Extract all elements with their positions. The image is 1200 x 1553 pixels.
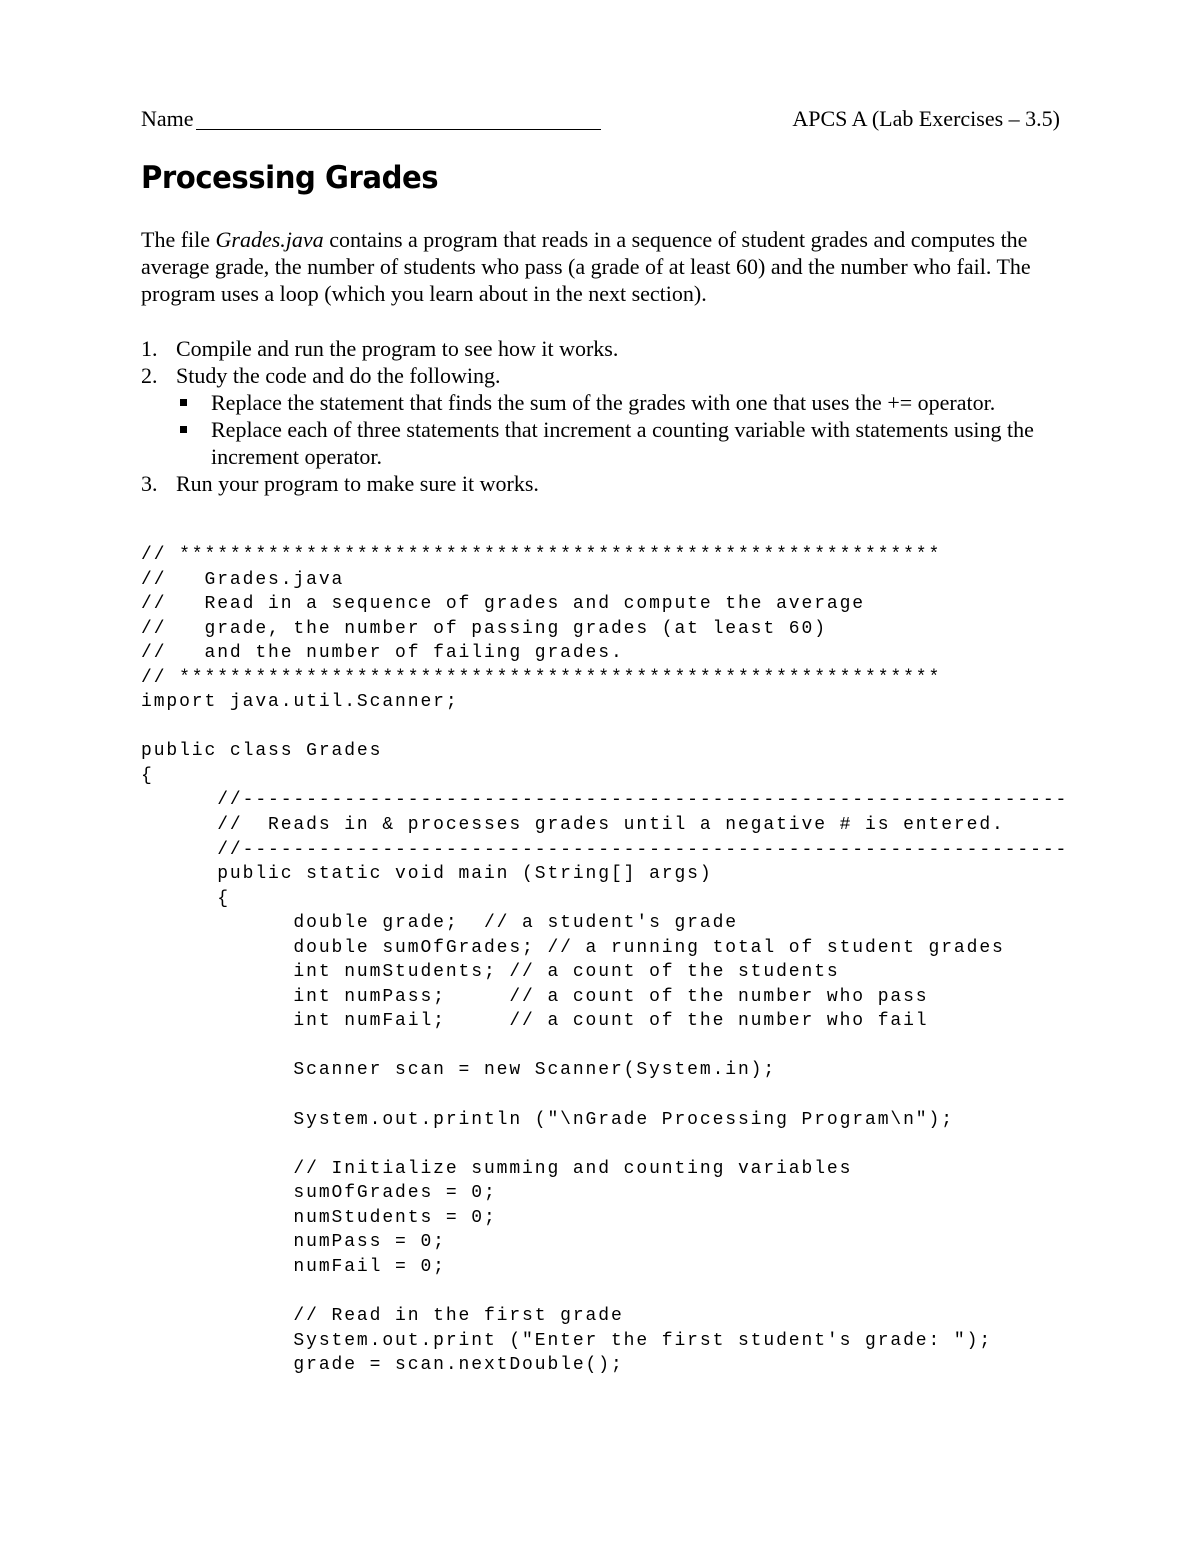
code-line: public class Grades [141,741,383,762]
step-3 [141,470,1071,497]
step-text: Run your program to make sure it works. [176,471,539,496]
step-2-bullets [176,389,1071,470]
code-line: int numPass; // a count of the number who pass [141,986,929,1007]
code-line: // Initialize summing and counting variables [141,1158,853,1179]
step-number: 1. [141,336,158,361]
intro-text-after: contains a program that reads in a sequence of student grades and computes the average grade, the number of students who pass (a grade of at least 60) and the number who fail. The program uses a loop (which you learn about in the next section). [141,227,1031,306]
code-line: double sumOfGrades; // a running total of student grades [141,937,1005,958]
step-2 [141,362,1071,470]
code-line: import java.util.Scanner; [141,692,459,713]
code-line: grade = scan.nextDouble(); [141,1355,624,1376]
intro-paragraph [141,226,1071,307]
code-line [141,1083,1068,1108]
code-line: // Read in the first grade [141,1305,624,1326]
square-bullet-icon [180,399,187,406]
step-1 [141,335,1071,362]
instruction-steps [141,335,1071,497]
code-line [141,715,1068,740]
code-line: Scanner scan = new Scanner(System.in); [141,1060,777,1081]
step-text: Study the code and do the following. [176,363,501,388]
code-line: // grade, the number of passing grades (at least 60) [141,618,827,639]
step-number: 3. [141,471,158,496]
code-line: double grade; // a student's grade [141,913,738,934]
code-line: //----------------------------------------------------------------- [141,839,1069,860]
header-row [141,106,1060,136]
code-line: // Read in a sequence of grades and compute the average [141,594,865,615]
code-line: // Reads in & processes grades until a negative # is entered. [141,815,1005,836]
page-title: Processing Grades [141,160,439,196]
code-line: //----------------------------------------------------------------- [141,790,1069,811]
code-line [141,1279,1068,1304]
bullet-item [176,389,1071,416]
code-line: { [141,765,154,786]
code-line: { [141,888,230,909]
code-line: numPass = 0; [141,1232,446,1253]
code-line: int numFail; // a count of the number who fail [141,1011,929,1032]
code-line: // Grades.java [141,569,345,590]
code-line: int numStudents; // a count of the students [141,962,840,983]
code-listing [141,543,1068,1378]
name-label: Name [141,106,194,131]
intro-filename: Grades.java [215,227,324,252]
code-line: System.out.print ("Enter the first student's grade: "); [141,1330,993,1351]
bullet-text: Replace the statement that finds the sum of the grades with one that uses the += operator. [211,390,996,415]
code-line: numStudents = 0; [141,1207,497,1228]
name-blank-line [196,129,601,130]
step-number: 2. [141,363,158,388]
code-line [141,1034,1068,1059]
step-text: Compile and run the program to see how it works. [176,336,619,361]
course-label: APCS A (Lab Exercises – 3.5) [792,106,1060,131]
code-line: sumOfGrades = 0; [141,1183,497,1204]
square-bullet-icon [180,426,187,433]
bullet-item [176,416,1071,470]
bullet-text: Replace each of three statements that increment a counting variable with statements using the increment operator. [211,417,1034,469]
intro-text-before: The file [141,227,216,252]
code-line: System.out.println ("\nGrade Processing Program\n"); [141,1109,954,1130]
code-line: // and the number of failing grades. [141,643,624,664]
code-line: public static void main (String[] args) [141,864,713,885]
code-line [141,1132,1068,1157]
code-line: // ************************************************************ [141,545,942,565]
code-line: numFail = 0; [141,1256,446,1277]
code-line: // ************************************************************ [141,667,942,688]
